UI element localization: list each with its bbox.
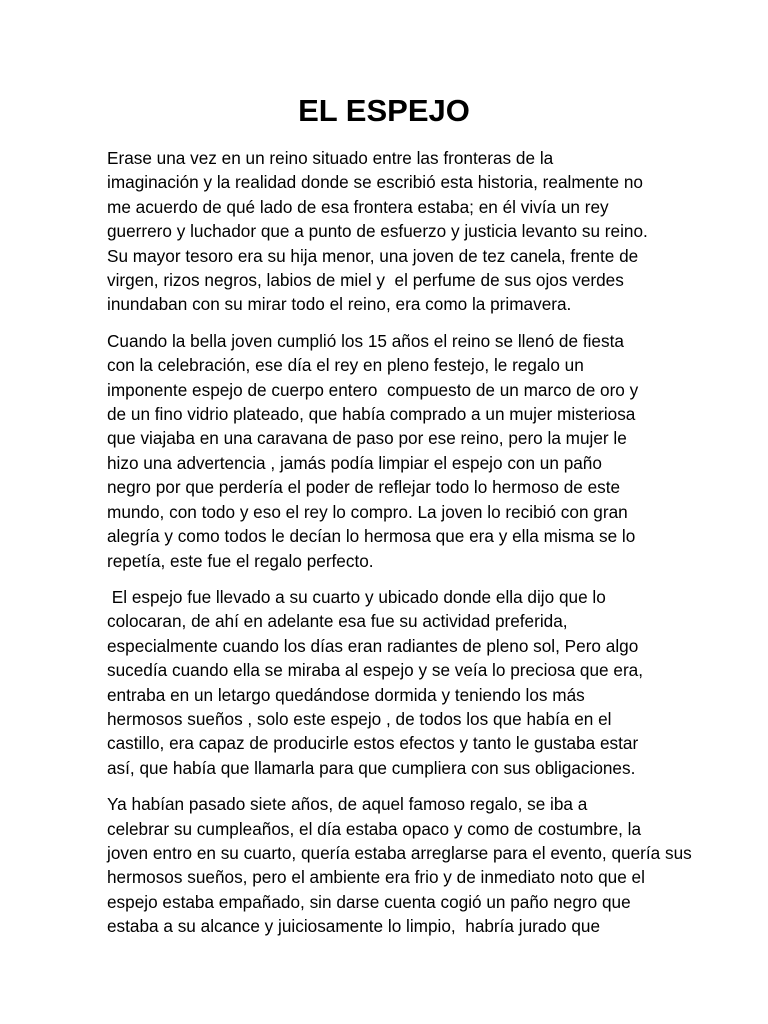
text-line: joven entro en su cuarto, quería estaba arreglarse para el evento, quería sus [107, 842, 692, 863]
paragraph-2 [107, 329, 667, 573]
text-line: entraba en un letargo quedándose dormida y teniendo los más [107, 684, 585, 705]
text-line: que viajaba en una caravana de paso por ese reino, pero la mujer le [107, 428, 627, 449]
text-line: con la celebración, ese día el rey en pleno festejo, le regalo un [107, 355, 584, 376]
text-line: Su mayor tesoro era su hija menor, una joven de tez canela, frente de [107, 245, 639, 266]
text-line: Erase una vez en un reino situado entre las fronteras de la [107, 148, 554, 168]
text-line: Cuando la bella joven cumplió los 15 años el reino se llenó de fiesta [107, 330, 624, 351]
text-line: mundo, con todo y eso el rey lo compro. La joven lo recibió con gran [107, 501, 628, 522]
paragraph-1 [107, 146, 667, 317]
text-line: virgen, rizos negros, labios de miel y el perfume de sus ojos verdes [107, 270, 624, 291]
text-line: repetía, este fue el regalo perfecto. [107, 550, 374, 571]
paragraph-3 [107, 585, 667, 780]
text-line: estaba a su alcance y juiciosamente lo limpio, habría jurado que [107, 916, 600, 937]
text-line: hermosos sueños , solo este espejo , de todos los que había en el [107, 708, 612, 729]
text-line: imponente espejo de cuerpo entero compuesto de un marco de oro y [107, 379, 639, 400]
text-line: me acuerdo de qué lado de esa frontera estaba; en él vivía un rey [107, 196, 609, 217]
text-line: así, que había que llamarla para que cumpliera con sus obligaciones. [107, 757, 636, 778]
text-line: celebrar su cumpleaños, el día estaba opaco y como de costumbre, la [107, 818, 642, 839]
text-line: negro por que perdería el poder de reflejar todo lo hermoso de este [107, 477, 621, 498]
text-line: espejo estaba empañado, sin darse cuenta cogió un paño negro que [107, 891, 631, 912]
text-line: hizo una advertencia , jamás podía limpiar el espejo con un paño [107, 452, 602, 473]
text-line: guerrero y luchador que a punto de esfuerzo y justicia levanto su reino. [107, 221, 648, 242]
paragraph-4 [107, 792, 692, 938]
text-line: de un fino vidrio plateado, que había comprado a un mujer misteriosa [107, 404, 636, 425]
text-line: alegría y como todos le decían lo hermosa que era y ella misma se lo [107, 526, 636, 547]
text-line: especialmente cuando los días eran radiantes de pleno sol, Pero algo [107, 635, 639, 656]
text-line: hermosos sueños, pero el ambiente era frio y de inmediato noto que el [107, 867, 645, 888]
document-title: EL ESPEJO [298, 93, 470, 128]
text-line: inundaban con su mirar todo el reino, era como la primavera. [107, 294, 572, 315]
text-line: colocaran, de ahí en adelante esa fue su actividad preferida, [107, 611, 568, 632]
text-line: castillo, era capaz de producirle estos efectos y tanto le gustaba estar [107, 733, 639, 754]
text-line: imaginación y la realidad donde se escribió esta historia, realmente no [107, 172, 643, 193]
text-line: Ya habían pasado siete años, de aquel famoso regalo, se iba a [107, 794, 588, 815]
text-line: El espejo fue llevado a su cuarto y ubicado donde ella dijo que lo [107, 586, 606, 607]
document-body [107, 146, 692, 951]
text-line: sucedía cuando ella se miraba al espejo y se veía lo preciosa que era, [107, 660, 644, 681]
